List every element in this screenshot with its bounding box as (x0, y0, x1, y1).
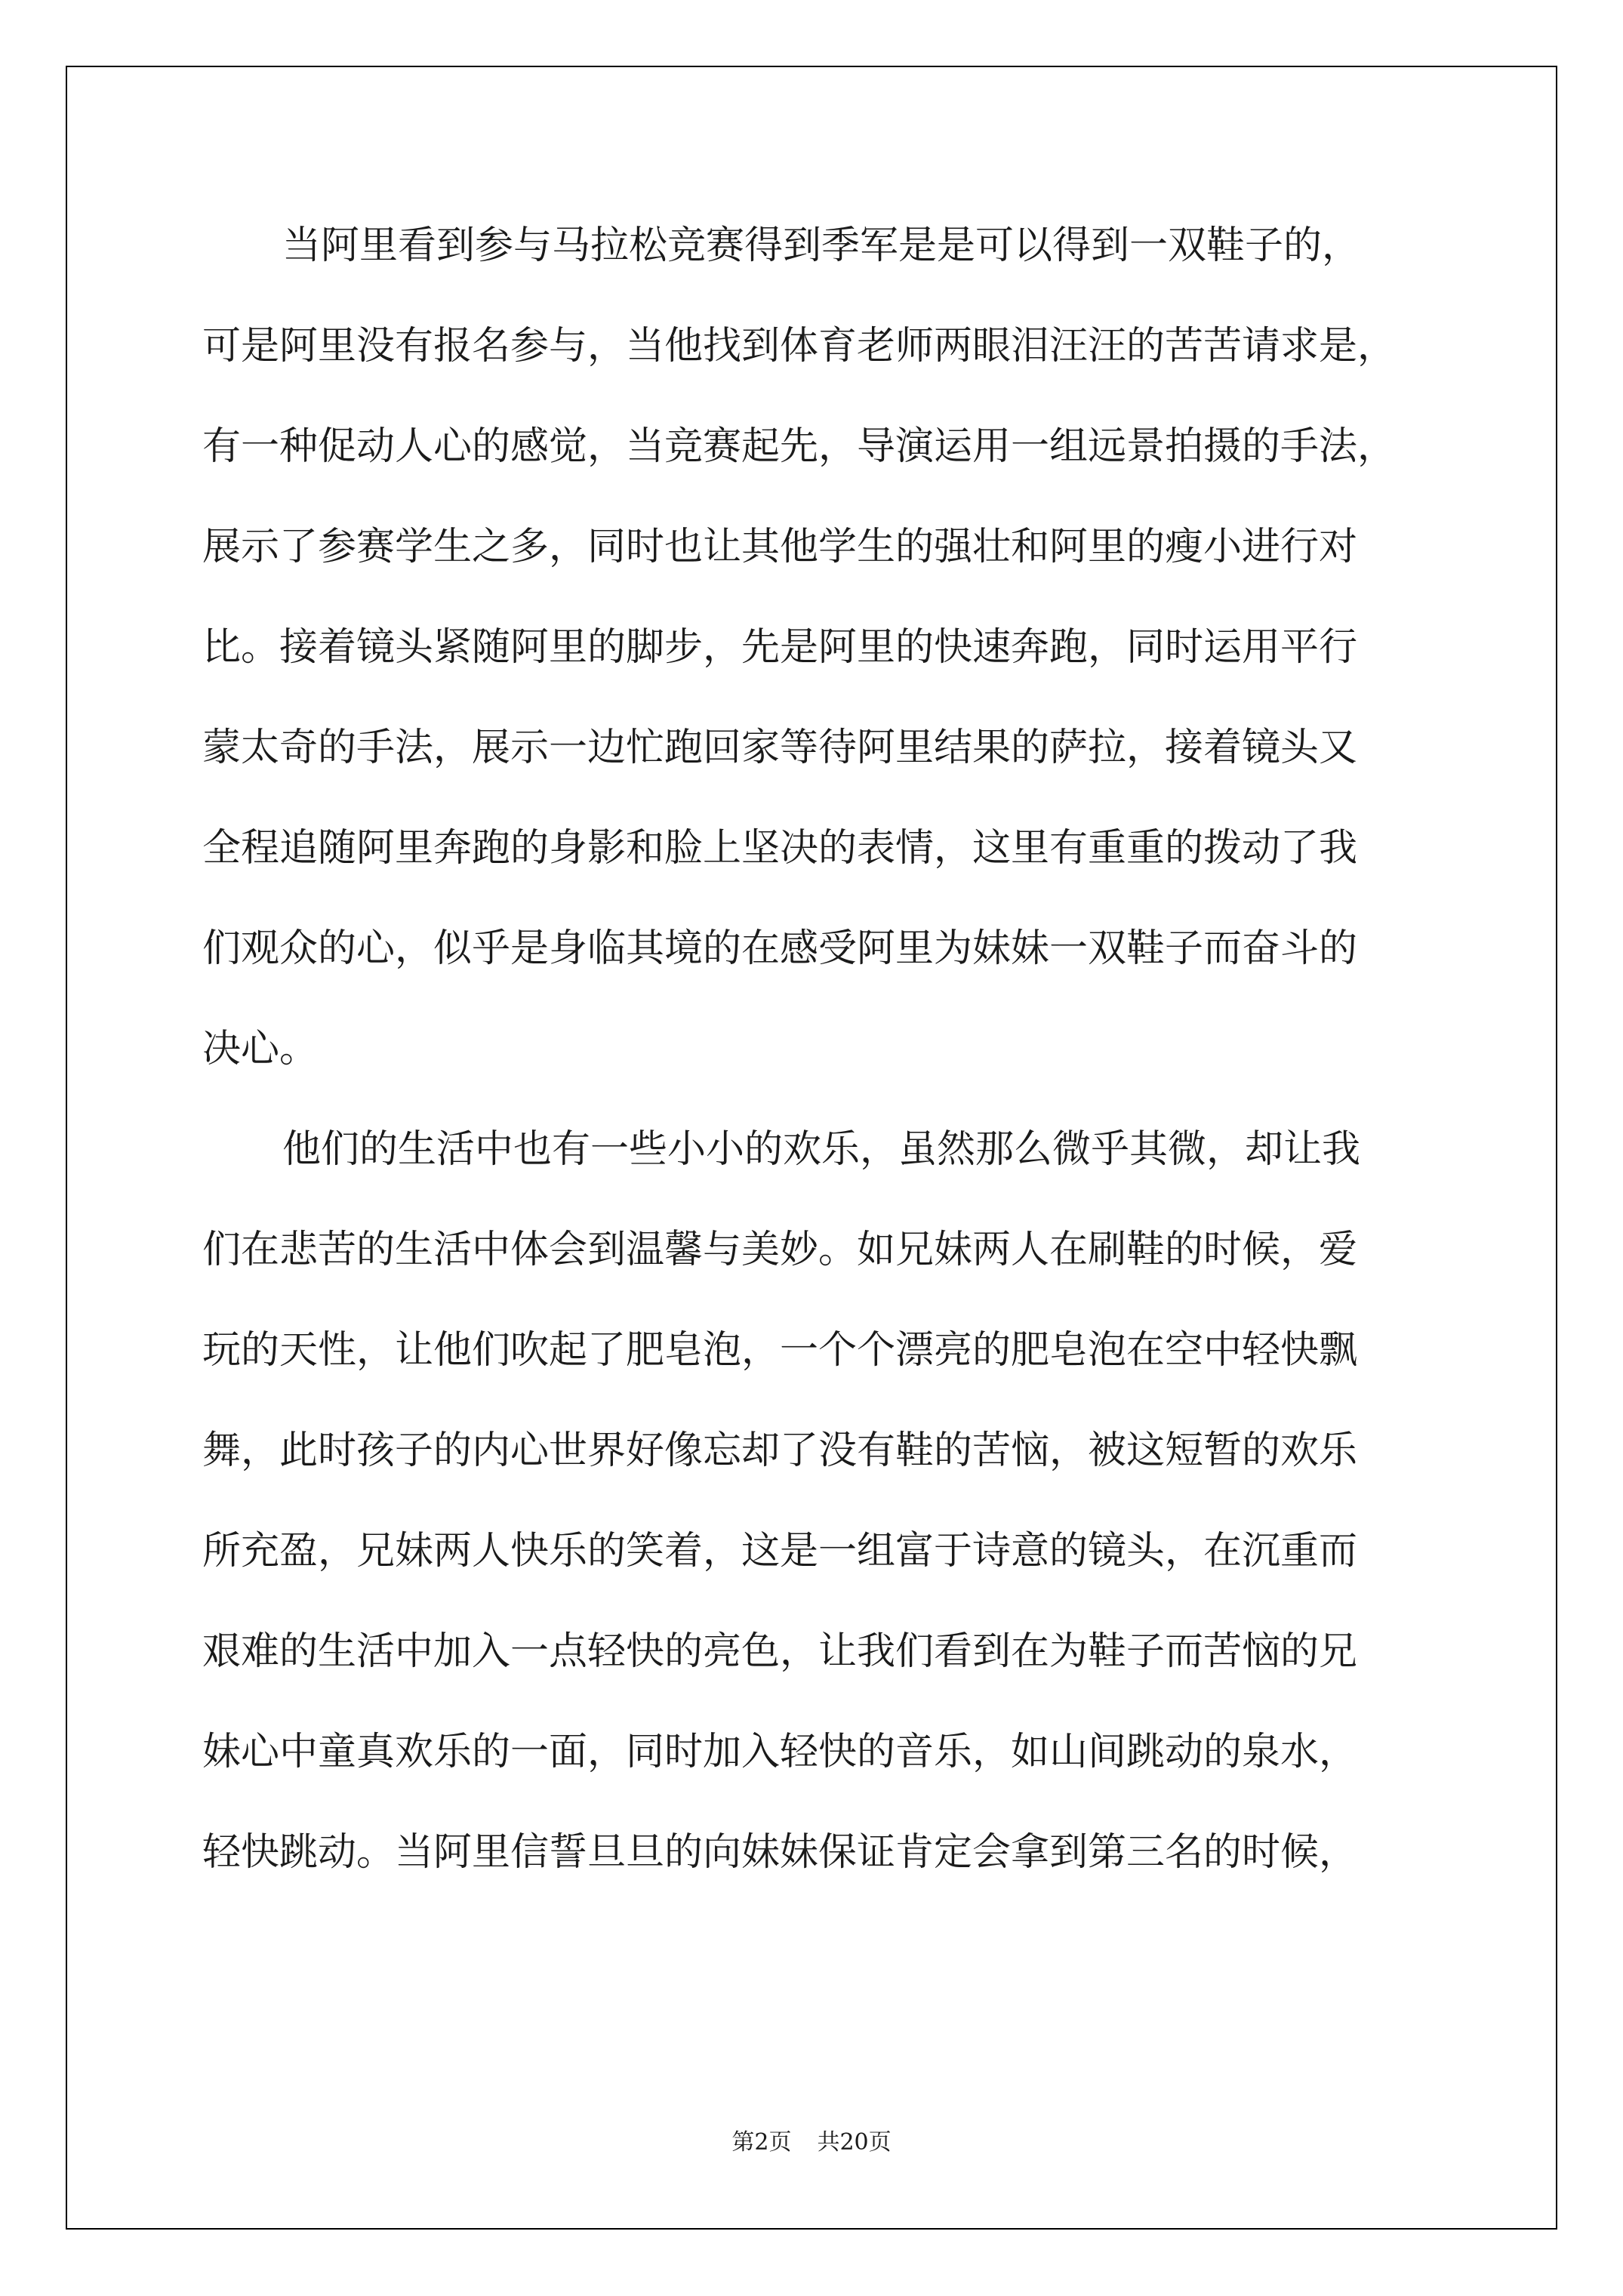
paragraph (202, 216, 1440, 1120)
text-line: 比。接着镜头紧随阿里的脚步，先是阿里的快速奔跑，同时运用平行 (202, 625, 1358, 670)
text-line: 们在悲苦的生活中体会到温馨与美妙。如兄妹两人在刷鞋的时候，爱 (202, 1228, 1358, 1272)
text-line: 艰难的生活中加入一点轻快的亮色，让我们看到在为鞋子而苦恼的兄 (202, 1629, 1358, 1674)
text-line: 全程追随阿里奔跑的身影和脸上坚决的表情，这里有重重的拨动了我 (202, 826, 1358, 871)
text-line: 决心。 (202, 1027, 319, 1071)
paragraph (202, 1120, 1440, 1923)
text-line: 们观众的心，似乎是身临其境的在感受阿里为妹妹一双鞋子而奋斗的 (202, 926, 1358, 971)
text-line: 展示了参赛学生之多，同时也让其他学生的强壮和阿里的瘦小进行对 (202, 525, 1358, 569)
page-number: 第2页 (731, 2129, 792, 2156)
document-body (202, 216, 1440, 1923)
page-footer (0, 2128, 1623, 2158)
text-line: 舞，此时孩子的内心世界好像忘却了没有鞋的苦恼，被这短暂的欢乐 (202, 1428, 1358, 1473)
text-line: 妹心中童真欢乐的一面，同时加入轻快的音乐，如山间跳动的泉水， (202, 1730, 1358, 1774)
page-total: 共20页 (817, 2129, 892, 2156)
text-line: 蒙太奇的手法，展示一边忙跑回家等待阿里结果的萨拉，接着镜头又 (202, 726, 1358, 770)
text-line: 轻快跳动。当阿里信誓旦旦的向妹妹保证肯定会拿到第三名的时候， (202, 1830, 1358, 1875)
text-line: 所充盈，兄妹两人快乐的笑着，这是一组富于诗意的镜头，在沉重而 (202, 1529, 1358, 1573)
text-line: 玩的天性，让他们吹起了肥皂泡，一个个漂亮的肥皂泡在空中轻快飘 (202, 1328, 1358, 1373)
text-line: 有一种促动人心的感觉，当竞赛起先，导演运用一组远景拍摄的手法， (202, 424, 1397, 469)
text-line: 他们的生活中也有一些小小的欢乐，虽然那么微乎其微，却让我 (282, 1127, 1361, 1172)
text-line: 当阿里看到参与马拉松竞赛得到季军是是可以得到一双鞋子的， (282, 223, 1361, 268)
text-line: 可是阿里没有报名参与，当他找到体育老师两眼泪汪汪的苦苦请求是， (202, 324, 1397, 368)
